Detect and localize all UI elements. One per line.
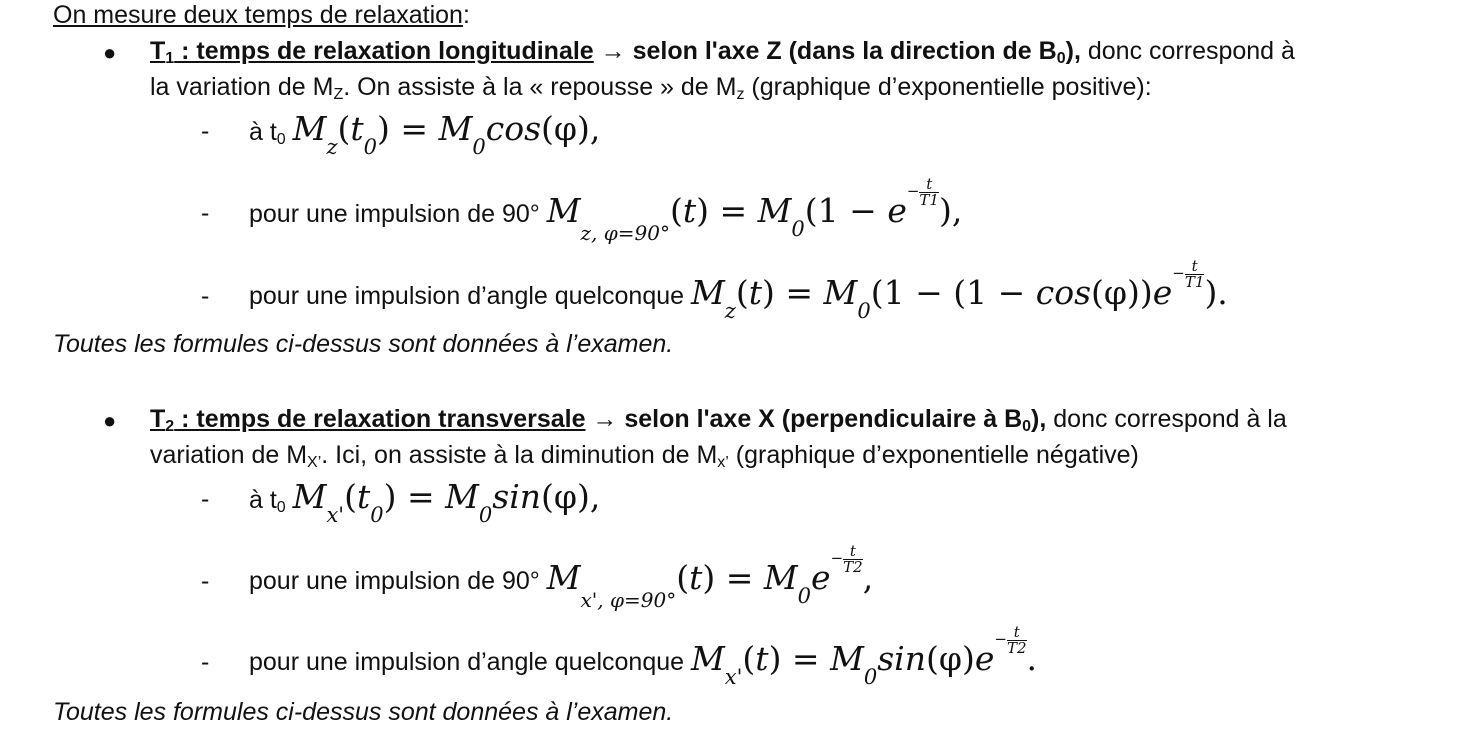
bullet-t1: ●	[103, 40, 117, 65]
t1-description-line: la variation de MZ. On assiste à la « repousse » de Mz (graphique d’exponentielle positive):	[150, 73, 1152, 103]
t2-note: Toutes les formules ci-dessus sont données à l’examen.	[53, 698, 674, 726]
t2-description-line: variation de MX’. Ici, on assiste à la diminution de Mx’ (graphique d’exponentielle négative)	[150, 441, 1139, 471]
t1-item2: pour une impulsion de 90° $M_{z, \varphi=90^\circ}(t) = M_0(1 - e-$ $\frac{t}{T1}$ ),	[249, 174, 963, 245]
t2-title-line	[150, 404, 1287, 442]
t1-title: T1 : temps de relaxation longitudinale	[150, 37, 594, 67]
heading-suffix: :	[462, 1, 470, 29]
t2-title: T2 : temps de relaxation transversale	[150, 405, 586, 435]
t1-formula-2: $M_{z, \varphi=90^\circ}(t) = M_0(1 - e-$ $\frac{t}{T1}$ ),	[546, 174, 963, 245]
t1-item3-dash: -	[201, 282, 210, 310]
t2-item2: pour une impulsion de 90° $M_{x', \varphi=90^\circ}(t) = M_0e-$ $\frac{t}{T2}$ ,	[249, 541, 874, 612]
t2-item3: pour une impulsion d’angle quelconque $M_{x'}(t) = M_0\sin(\varphi)e-$ $\frac{t}{T2}$ .	[249, 622, 1038, 689]
t1-item1: à t0 $M_z(t_0) = M_0\cos(\varphi)$,	[249, 109, 601, 159]
t1-formula-1: $M_z(t_0) = M_0\cos(\varphi)$,	[292, 109, 601, 159]
t2-item1-dash: -	[201, 485, 210, 513]
t2-axis-text: → selon l'axe X (perpendiculaire à B0),	[585, 405, 1047, 435]
t1-item1-dash: -	[201, 117, 210, 145]
t1-axis-text: → selon l'axe Z (dans la direction de B0),	[593, 37, 1081, 67]
bullet-t2: ●	[103, 408, 117, 433]
t1-title-line	[150, 36, 1295, 74]
t2-item1: à t0 $M_{x'}(t_0) = M_0\sin(\varphi)$,	[249, 477, 601, 527]
t2-formula-1: $M_{x'}(t_0) = M_0\sin(\varphi)$,	[292, 477, 601, 527]
t1-text-after: donc correspond à	[1080, 37, 1295, 65]
t1-formula-3: $M_z(t) = M_0(1 - (1 - \cos(\varphi))e-$ $\frac{t}{T1}$ ).	[691, 256, 1228, 323]
t2-formula-3: $M_{x'}(t) = M_0\sin(\varphi)e-$ $\frac{t}{T2}$ .	[691, 622, 1038, 689]
t2-item2-dash: -	[201, 567, 210, 595]
page-heading	[53, 0, 470, 30]
t1-item2-dash: -	[201, 199, 210, 227]
heading-text: On mesure deux temps de relaxation	[53, 1, 463, 29]
t2-formula-2: $M_{x', \varphi=90^\circ}(t) = M_0e-$ $\frac{t}{T2}$ ,	[546, 541, 874, 612]
t2-item3-dash: -	[201, 648, 210, 676]
t1-item3: pour une impulsion d’angle quelconque $M_z(t) = M_0(1 - (1 - \cos(\varphi))e-$ $\frac{t}{T1}$ ).	[249, 256, 1228, 323]
t2-text-after: donc correspond à la	[1046, 405, 1287, 433]
t1-note: Toutes les formules ci-dessus sont données à l’examen.	[53, 330, 674, 358]
